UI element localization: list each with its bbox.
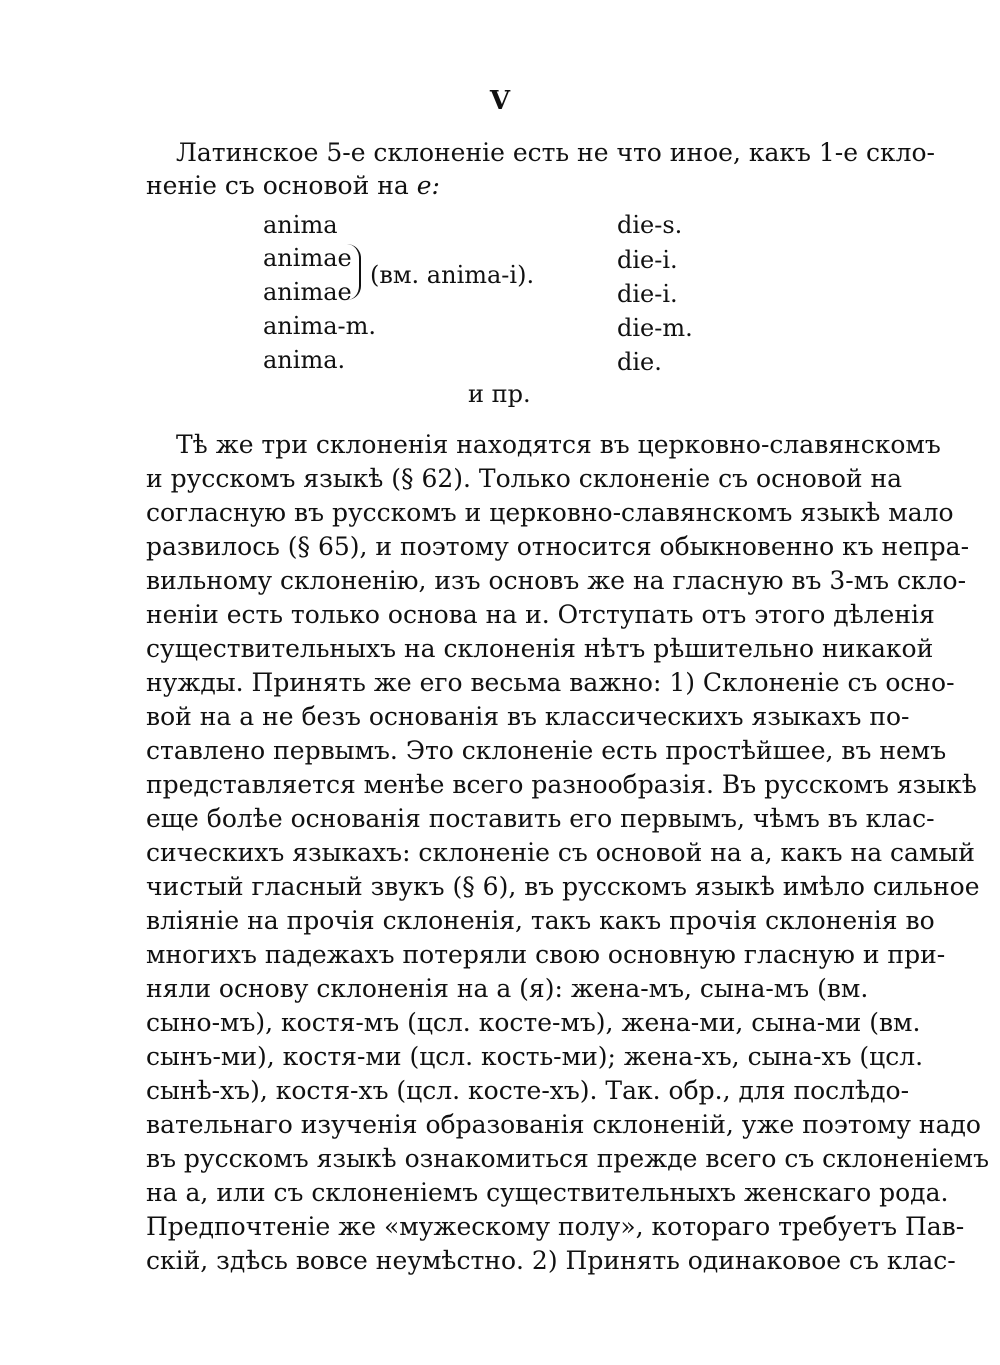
paragraph-line: неніи есть только основа на и. Отступать отъ этого дѣленія <box>146 600 935 629</box>
paragraph-line: многихъ падежахъ потеряли свою основную гласную и при- <box>146 940 946 969</box>
paragraph-line: Предпочтеніе же «мужескому полу», котораго требуетъ Пав- <box>146 1212 965 1241</box>
paragraph-line: и русскомъ языкѣ (§ 62). Только склоненіе съ основой на <box>146 464 903 493</box>
paragraph-line: согласную въ русскомъ и церковно-славянскомъ языкѣ мало <box>146 498 954 527</box>
paragraph-line: вліяніе на прочія склоненія, такъ какъ прочія склоненія во <box>146 906 935 935</box>
paragraph-line: вательнаго изученія образованія склоненій, уже поэтому надо <box>146 1110 981 1139</box>
paragraph-line: сынѣ-хъ), костя-хъ (цсл. косте-хъ). Так. обр., для послѣдо- <box>146 1076 910 1105</box>
paragraph-line: сыно-мъ), костя-мъ (цсл. косте-мъ), жена-ми, сына-ми (вм. <box>146 1008 921 1037</box>
left-form-3: animae <box>263 278 352 306</box>
paragraph-line: чистый гласный звукъ (§ 6), въ русскомъ языкѣ имѣло сильное <box>146 872 980 901</box>
left-form-5: anima. <box>263 346 346 374</box>
paragraph-line: на а, или съ склоненіемъ существительныхъ женскаго рода. <box>146 1178 949 1207</box>
right-form-3: die-i. <box>617 280 678 308</box>
paragraph-line: развилось (§ 65), и поэтому относится обыкновенно къ непра- <box>146 532 970 561</box>
table-trailer: и пр. <box>468 380 531 408</box>
right-form-5: die. <box>617 348 662 376</box>
brace-mark <box>345 244 361 300</box>
intro-line-2 <box>146 171 440 201</box>
paragraph-line: няли основу склоненія на а (я): жена-мъ, сына-мъ (вм. <box>146 974 869 1003</box>
right-form-1: die-s. <box>617 211 683 239</box>
paragraph-line: ставлено первымъ. Это склоненіе есть простѣйшее, въ немъ <box>146 736 947 765</box>
right-form-4: die-m. <box>617 314 693 342</box>
right-form-2: die-i. <box>617 246 678 274</box>
intro-line-2-italic: е: <box>416 171 440 200</box>
brace-note: (вм. anima-i). <box>370 261 535 289</box>
paragraph-line: сынъ-ми), костя-ми (цсл. кость-ми); жена-хъ, сына-хъ (цсл. <box>146 1042 924 1071</box>
left-form-1: anima <box>263 211 338 239</box>
page-number: V <box>489 86 511 116</box>
paragraph-line: нужды. Принять же его весьма важно: 1) Склоненіе съ осно- <box>146 668 955 697</box>
intro-line-1: Латинское 5-е склоненіе есть не что иное, какъ 1-е скло- <box>176 138 935 167</box>
paragraph-line: въ русскомъ языкѣ ознакомиться прежде всего съ склоненіемъ <box>146 1144 990 1173</box>
paragraph-line: скій, здѣсь вовсе неумѣстно. 2) Принять одинаковое съ клас- <box>146 1246 956 1275</box>
paragraph-line: вильному склоненію, изъ основъ же на гласную въ 3-мъ скло- <box>146 566 967 595</box>
paragraph-line: вой на а не безъ основанія въ классическихъ языкахъ по- <box>146 702 910 731</box>
paragraph-line: существительныхъ на склоненія нѣтъ рѣшительно никакой <box>146 634 934 663</box>
intro-line-2-text: неніе съ основой на <box>146 171 417 200</box>
paragraph-line: представляется менѣе всего разнообразія. Въ русскомъ языкѣ <box>146 770 977 799</box>
paragraph-line: Тѣ же три склоненія находятся въ церковно-славянскомъ <box>176 430 941 459</box>
paragraph-line: еще болѣе основанія поставить его первымъ, чѣмъ въ клас- <box>146 804 935 833</box>
left-form-2: animae <box>263 244 352 272</box>
paragraph-line: сическихъ языкахъ: склоненіе съ основой на а, какъ на самый <box>146 838 975 867</box>
left-form-4: anima-m. <box>263 312 377 340</box>
